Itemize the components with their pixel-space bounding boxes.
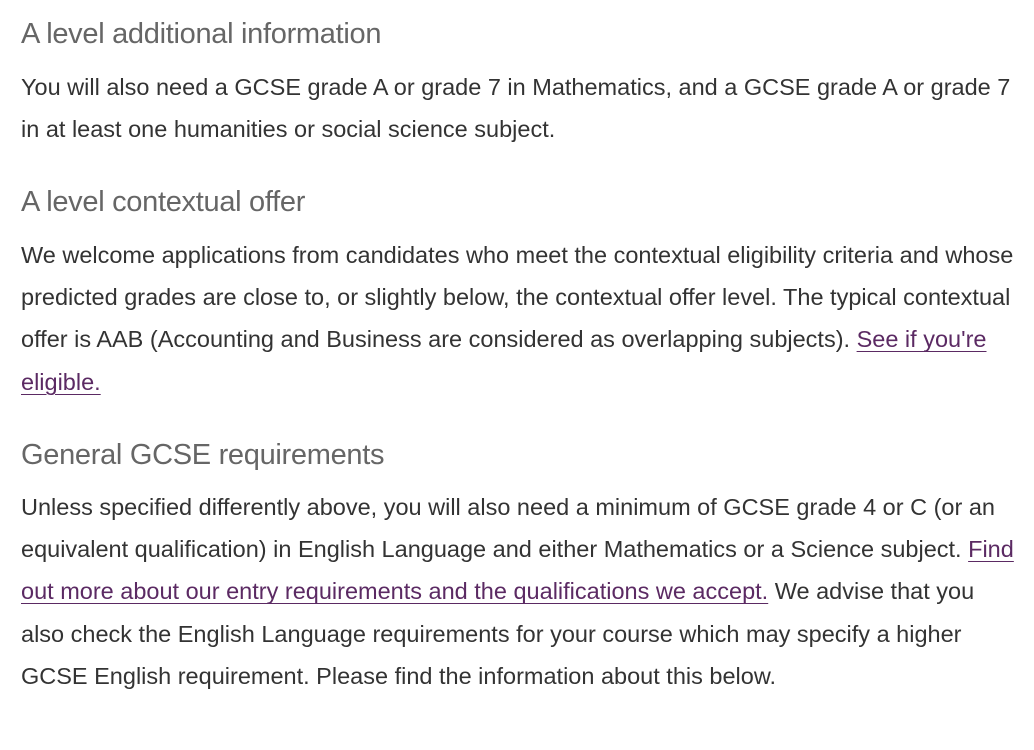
additional-information-body: You will also need a GCSE grade A or grade 7 in Mathematics, and a GCSE grade A or grade 7 in at least one humanities or social science subject. <box>21 74 1011 143</box>
additional-information-text <box>21 66 1016 150</box>
contextual-offer-text <box>21 234 1016 403</box>
eligibility-link[interactable]: See if you're eligible. <box>21 326 987 395</box>
gcse-requirements-heading: General GCSE requirements <box>21 439 385 471</box>
gcse-requirements-body-start: Unless specified differently above, you will also need a minimum of GCSE grade 4 or C (or an equivalent qualification) in English Language and either Mathematics or a Science subject. <box>21 494 995 563</box>
gcse-requirements-body-end: We advise that you also check the English Language requirements for your course which may specify a higher GCSE English requirement. Please find the information about this below. <box>21 578 975 689</box>
contextual-offer-body: We welcome applications from candidates who meet the contextual eligibility criteria and whose predicted grades are close to, or slightly below, the contextual offer level. The typical contextual offer is AAB (Accounting and Business are considered as overlapping subjects). <box>21 242 1014 353</box>
additional-information-heading: A level additional information <box>21 18 382 50</box>
contextual-offer-heading: A level contextual offer <box>21 186 306 218</box>
entry-requirements-link[interactable]: Find out more about our entry requirements and the qualifications we accept. <box>21 536 1014 605</box>
gcse-requirements-text <box>21 486 1016 697</box>
